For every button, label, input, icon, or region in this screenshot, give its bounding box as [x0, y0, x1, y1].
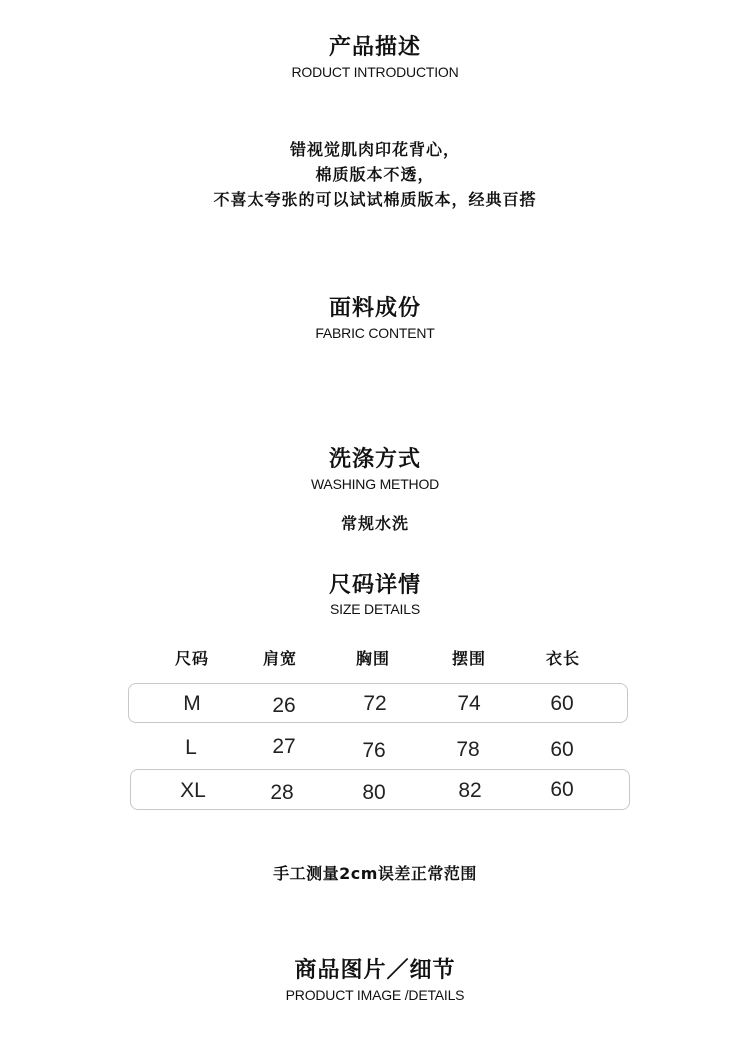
size-subtitle: SIZE DETAILS	[330, 601, 420, 617]
size-header-hem: 摆围	[451, 649, 486, 668]
size-cell: 27	[272, 735, 296, 758]
size-cell: 76	[362, 739, 386, 762]
size-cell: 60	[550, 692, 574, 715]
size-cell: L	[185, 736, 197, 759]
product-intro-title: 产品描述	[328, 35, 421, 60]
measurement-note: 手工测量2cm误差正常范围	[273, 864, 477, 883]
product-description-line-2: 棉质版本不透，	[315, 165, 435, 184]
product-image-subtitle: PRODUCT IMAGE /DETAILS	[285, 987, 465, 1003]
washing-text: 常规水洗	[340, 514, 409, 533]
size-cell: 72	[363, 692, 387, 715]
size-header-shoulder: 肩宽	[262, 649, 297, 668]
size-cell: 60	[550, 738, 574, 761]
washing-title: 洗涤方式	[328, 447, 421, 472]
size-cell: M	[183, 692, 201, 715]
size-cell: 28	[270, 781, 294, 804]
size-cell: 82	[458, 779, 482, 802]
size-cell: 60	[550, 778, 574, 801]
size-cell: XL	[180, 779, 206, 802]
product-description-line-3: 不喜太夸张的可以试试棉质版本，经典百搭	[213, 190, 537, 209]
washing-subtitle: WASHING METHOD	[310, 476, 440, 492]
size-title: 尺码详情	[328, 573, 421, 598]
size-cell: 80	[362, 781, 386, 804]
fabric-subtitle: FABRIC CONTENT	[315, 325, 435, 341]
size-header-chest: 胸围	[355, 649, 390, 668]
size-header-length: 衣长	[545, 649, 580, 668]
product-image-title: 商品图片／细节	[294, 958, 456, 983]
size-cell: 78	[456, 738, 480, 761]
product-description-line-1: 错视觉肌肉印花背心，	[289, 140, 460, 159]
size-header-size: 尺码	[174, 649, 209, 668]
fabric-title: 面料成份	[328, 296, 421, 321]
product-intro-subtitle: RODUCT INTRODUCTION	[291, 64, 459, 80]
size-cell: 74	[457, 692, 481, 715]
size-cell: 26	[272, 694, 296, 717]
